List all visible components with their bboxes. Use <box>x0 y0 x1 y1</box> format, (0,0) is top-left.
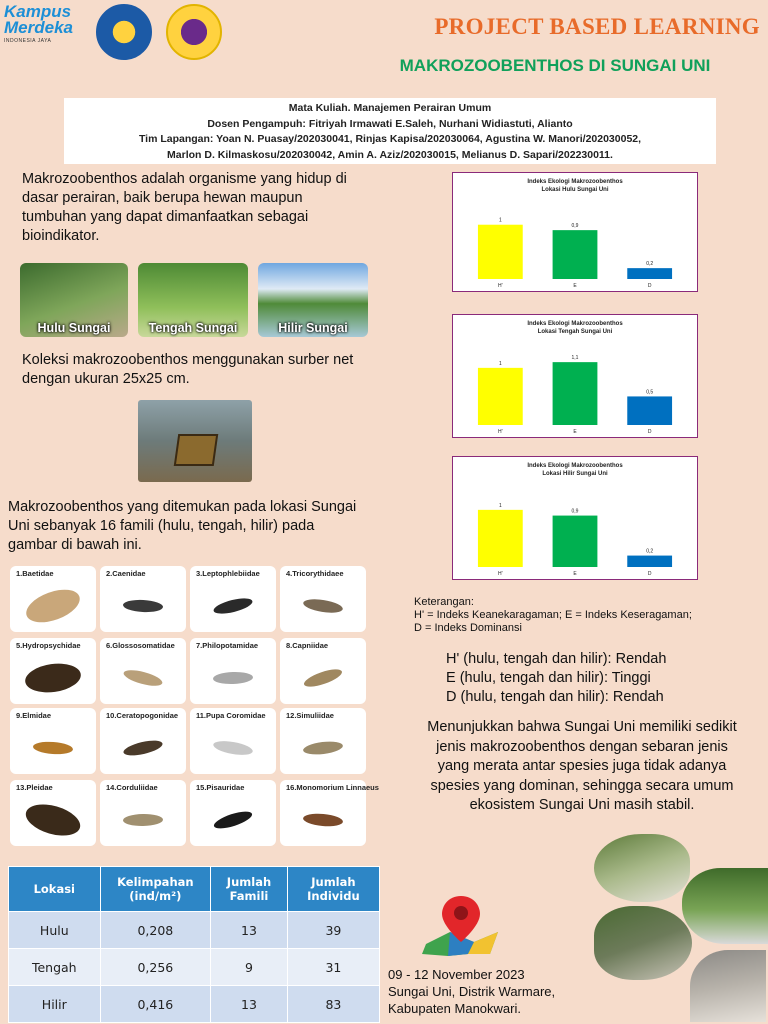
results-list <box>446 650 756 707</box>
photo-tengah <box>138 263 248 337</box>
table-header-row <box>9 867 380 912</box>
chart-bar <box>553 362 598 425</box>
chart-bar <box>627 396 672 425</box>
field-photo-2 <box>682 868 768 944</box>
chart-value-label: 0,2 <box>646 261 654 268</box>
photo-hilir <box>258 263 368 337</box>
intro-text: Makrozoobenthos adalah organisme yang hidup di dasar perairan, baik berupa hewan maupun tumbuhan yang dapat dimanfaatkan sebagai bioindikator. <box>22 171 347 244</box>
chart-bar <box>478 368 523 425</box>
specimen-body <box>213 671 253 684</box>
specimen-body <box>122 667 164 689</box>
cell-famili: 9 <box>211 949 288 986</box>
family-card <box>190 708 276 774</box>
family-label: 6.Glossosomatidae <box>106 641 175 650</box>
family-card <box>10 638 96 704</box>
found-text: Makrozoobenthos yang ditemukan pada lokasi Sungai Uni sebanyak 16 famili (hulu, tengah, hilir) pada gambar di bawah ini. <box>8 499 357 553</box>
family-label: 9.Elmidae <box>16 711 52 720</box>
legend-notes <box>414 596 764 635</box>
university-logo <box>166 4 222 60</box>
cell-individu: 39 <box>287 912 379 949</box>
chart-bar <box>627 268 672 279</box>
specimen-body <box>212 739 253 758</box>
course-name: Mata Kuliah. Manajemen Perairan Umum <box>288 102 492 114</box>
specimen-body <box>212 808 254 832</box>
chart-title: Indeks Ekologi Makrozoobenthos <box>527 463 623 469</box>
specimen-body <box>123 814 163 827</box>
family-card <box>10 566 96 632</box>
th-kelimpahan: Kelimpahan (ind/m²) <box>100 867 211 912</box>
chart-bar <box>627 556 672 567</box>
page-subtitle: MAKROZOOBENTHOS DI SUNGAI UNI <box>399 56 711 75</box>
family-card <box>100 780 186 846</box>
conclusion-text: Menunjukkan bahwa Sungai Uni memiliki sedikit jenis makrozoobenthos dengan sebaran jenis yang merata antar spesies juga tidak adanya spesies yang dominan, sehingga secara umum ekosistem Sungai Uni masih stabil. <box>427 719 737 813</box>
family-card <box>100 708 186 774</box>
family-card <box>100 638 186 704</box>
chart-title: Lokasi Tengah Sungai Uni <box>537 329 613 335</box>
chart-value-label: 1 <box>498 360 502 367</box>
chart-title: Lokasi Hilir Sungai Uni <box>542 471 608 477</box>
specimen-body <box>302 666 344 690</box>
family-label: 16.Monomorium Linnaeus <box>286 783 379 792</box>
label-hilir: Hilir Sungai <box>278 321 348 335</box>
family-card <box>10 708 96 774</box>
table-row <box>9 912 380 949</box>
field-photo-1 <box>594 834 690 902</box>
family-label: 12.Simuliidae <box>286 711 334 720</box>
collection-text: Koleksi makrozoobenthos menggunakan surber net dengan ukuran 25x25 cm. <box>22 352 354 387</box>
specimen-body <box>122 738 164 759</box>
field-photo-4 <box>690 950 766 1022</box>
lecturers: Dosen Pengampuh: Fitriyah Irmawati E.Saleh, Nurhani Widiastuti, Alianto <box>207 117 573 130</box>
family-card <box>280 638 366 704</box>
chart-bar <box>478 510 523 567</box>
chart-category-label: D <box>647 571 652 577</box>
cell-individu: 31 <box>287 949 379 986</box>
surber-net-photo <box>138 400 252 482</box>
chart-bar <box>478 225 523 279</box>
family-label: 3.Leptophlebiidae <box>196 569 260 578</box>
cell-lokasi: Hulu <box>9 912 101 949</box>
chart-value-label: 0,5 <box>646 389 654 396</box>
family-label: 8.Capniidae <box>286 641 329 650</box>
result-h: H' (hulu, tengah dan hilir): Rendah <box>446 651 667 667</box>
family-label: 1.Baetidae <box>16 569 54 578</box>
chart-category-label: H' <box>498 429 503 435</box>
family-card <box>280 708 366 774</box>
family-label: 4.Tricorythidaee <box>286 569 344 578</box>
chart-hilir-svg <box>453 457 697 579</box>
logo-line2: Merdeka <box>4 18 73 37</box>
cell-kelimpahan: 0,256 <box>100 949 211 986</box>
cell-kelimpahan: 0,208 <box>100 912 211 949</box>
th-individu: Jumlah Individu <box>287 867 379 912</box>
family-card <box>100 566 186 632</box>
notes-line2: D = Indeks Dominansi <box>414 622 522 634</box>
th-famili: Jumlah Famili <box>211 867 288 912</box>
family-card <box>280 780 379 846</box>
field-photo-3 <box>594 906 692 980</box>
logo-tagline: INDONESIA JAYA <box>4 38 52 44</box>
map-pin-icon <box>420 892 502 958</box>
table-row <box>9 986 380 1023</box>
family-label: 10.Ceratopogonidae <box>106 711 179 720</box>
cell-famili: 13 <box>211 912 288 949</box>
page-title: PROJECT BASED LEARNING <box>434 14 760 39</box>
cell-individu: 83 <box>287 986 379 1023</box>
chart-hulu <box>452 172 698 292</box>
family-label: 15.Pisauridae <box>196 783 245 792</box>
notes-title: Keterangan: <box>414 596 474 608</box>
team-line2: Marlon D. Kilmaskosu/202030042, Amin A. Aziz/202030015, Melianus D. Sapari/202230011. <box>167 148 613 161</box>
team-line1: Tim Lapangan: Yoan N. Puasay/202030041, Rinjas Kapisa/202030064, Agustina W. Manori/202030052, <box>138 133 642 145</box>
specimen-body <box>302 740 343 757</box>
result-e: E (hulu, tengah dan hilir): Tinggi <box>446 670 651 686</box>
chart-title: Indeks Ekologi Makrozoobenthos <box>527 179 623 185</box>
family-label: 13.Pleidae <box>16 783 53 792</box>
th-lokasi: Lokasi <box>9 867 101 912</box>
family-card <box>190 566 276 632</box>
family-label: 5.Hydropsychidae <box>16 641 81 650</box>
chart-bar <box>553 230 598 279</box>
chart-value-label: 0,2 <box>646 548 654 555</box>
chart-category-label: H' <box>498 283 503 289</box>
specimen-body <box>22 799 84 841</box>
cell-lokasi: Hilir <box>9 986 101 1023</box>
cell-kelimpahan: 0,416 <box>100 986 211 1023</box>
family-card <box>190 638 276 704</box>
chart-value-label: 1,1 <box>571 355 579 362</box>
family-card <box>10 780 96 846</box>
chart-hilir <box>452 456 698 580</box>
chart-title: Lokasi Hulu Sungai Uni <box>541 187 609 193</box>
family-label: 11.Pupa Coromidae <box>196 711 266 720</box>
logo-line1: Kampus <box>4 2 72 21</box>
chart-hulu-svg <box>453 173 697 291</box>
family-card <box>280 566 366 632</box>
chart-value-label: 0,9 <box>571 508 579 515</box>
specimen-body <box>123 599 164 613</box>
specimen-body <box>22 583 84 628</box>
chart-category-label: E <box>573 429 577 435</box>
chart-value-label: 1 <box>498 502 502 509</box>
event-info <box>388 966 608 1017</box>
event-place: Sungai Uni, Distrik Warmare, <box>388 984 556 999</box>
chart-value-label: 0,9 <box>571 223 579 230</box>
abundance-table <box>8 866 380 1023</box>
result-d: D (hulu, tengah dan hilir): Rendah <box>446 689 664 705</box>
chart-value-label: 1 <box>498 217 502 224</box>
label-tengah: Tengah Sungai <box>148 321 238 335</box>
event-date: 09 - 12 November 2023 <box>388 967 525 982</box>
chart-category-label: E <box>573 571 577 577</box>
specimen-body <box>33 741 74 756</box>
cell-famili: 13 <box>211 986 288 1023</box>
family-label: 2.Caenidae <box>106 569 146 578</box>
specimen-body <box>303 812 344 827</box>
kampus-merdeka-logo <box>4 4 92 46</box>
label-hulu: Hulu Sungai <box>37 321 111 335</box>
notes-line1: H' = Indeks Keanekaragaman; E = Indeks Keseragaman; <box>414 609 692 621</box>
table-row <box>9 949 380 986</box>
specimen-body <box>302 597 343 615</box>
cell-lokasi: Tengah <box>9 949 101 986</box>
chart-bar <box>553 516 598 567</box>
family-card <box>190 780 276 846</box>
chart-category-label: D <box>647 283 652 289</box>
chart-category-label: H' <box>498 571 503 577</box>
specimen-body <box>212 595 254 616</box>
event-region: Kabupaten Manokwari. <box>388 1001 521 1016</box>
chart-category-label: D <box>647 429 652 435</box>
specimen-body <box>23 660 82 696</box>
family-label: 14.Corduliidae <box>106 783 158 792</box>
chart-title: Indeks Ekologi Makrozoobenthos <box>527 321 623 327</box>
tut-wuri-logo <box>96 4 152 60</box>
photo-hulu <box>20 263 128 337</box>
chart-tengah <box>452 314 698 438</box>
family-label: 7.Philopotamidae <box>196 641 259 650</box>
course-info-box <box>64 98 716 164</box>
chart-tengah-svg <box>453 315 697 437</box>
chart-category-label: E <box>573 283 577 289</box>
